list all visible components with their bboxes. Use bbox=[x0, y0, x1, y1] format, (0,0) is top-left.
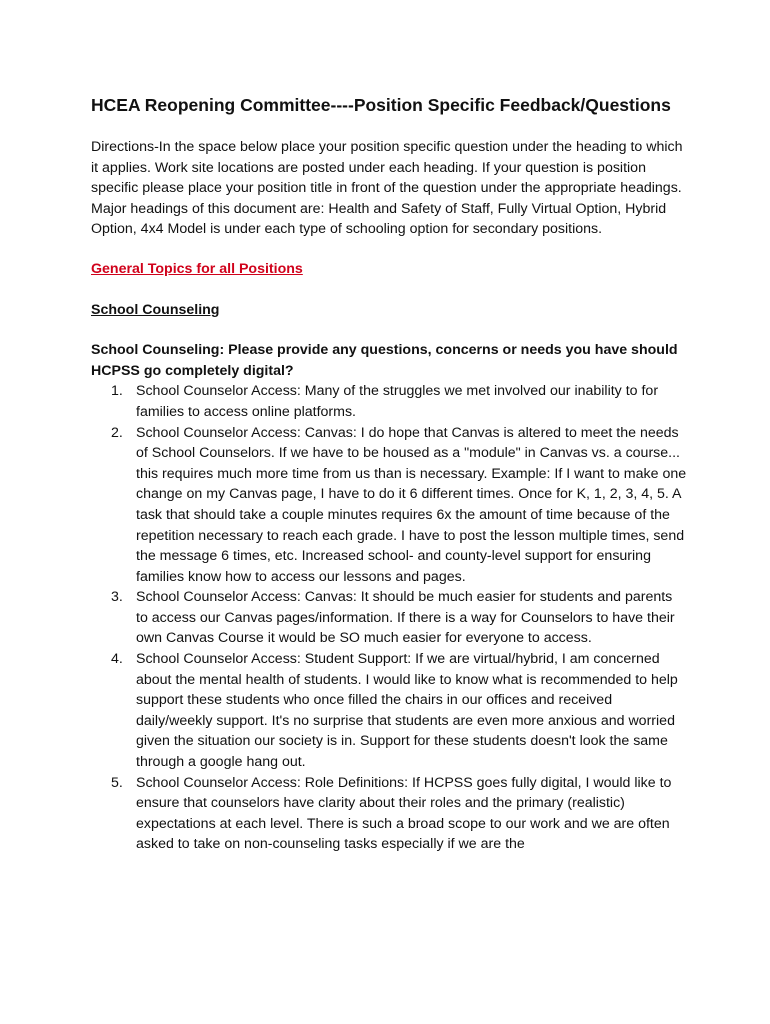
list-item-number: 3. bbox=[111, 589, 123, 606]
list-item-number: 1. bbox=[111, 383, 123, 400]
list-item-text: School Counselor Access: Student Support: If we are virtual/hybrid, I am concerned about the mental health of students. I would like to know what is recommended to help support these students who once filled the chairs in our offices and received daily/weekly support. It's no surprise that students are even more anxious and worried given the situation our society is in. Support for these students doesn't look the same through a google hang out. bbox=[136, 651, 678, 771]
list-item bbox=[91, 381, 687, 422]
list-item bbox=[91, 649, 687, 773]
list-item-number: 5. bbox=[111, 774, 123, 791]
list-item-text: School Counselor Access: Role Definitions: If HCPSS goes fully digital, I would like to ensure that counselors have clarity about their roles and the primary (realistic) expectations at each level. There is such a broad scope to our work and we are often asked to take on non-counseling tasks especially if we are the bbox=[136, 774, 672, 853]
directions-paragraph: Directions-In the space below place your position specific question under the heading to which it applies. Work site locations are posted under each heading. If your question is position specific please place your position title in front of the question under the appropriate headings. Major headings of this document are: Health and Safety of Staff, Fully Virtual Option, Hybrid Option, 4x4 Model is under each type of schooling option for secondary positions. bbox=[91, 139, 683, 238]
school-counseling-question: School Counseling: Please provide any questions, concerns or needs you have should HCPSS go completely digital? bbox=[91, 342, 678, 379]
document-page bbox=[91, 93, 687, 855]
list-item-number: 2. bbox=[111, 424, 123, 441]
counseling-feedback-list bbox=[91, 381, 687, 855]
list-item bbox=[91, 773, 687, 855]
list-item-text: School Counselor Access: Canvas: It should be much easier for students and parents to access our Canvas pages/information. If there is a way for Counselors to have their own Canvas Course it would be SO much easier for everyone to access. bbox=[136, 589, 675, 647]
list-item bbox=[91, 587, 687, 649]
document-title: HCEA Reopening Committee----Position Specific Feedback/Questions bbox=[91, 95, 671, 115]
list-item-text: School Counselor Access: Canvas: I do hope that Canvas is altered to meet the needs of School Counselors. If we have to be housed as a "module" in Canvas vs. a course... this requires much more time from us than is necessary. Example: If I want to make one change on my Canvas page, I have to do it 6 different times. Once for K, 1, 2, 3, 4, 5. A task that should take a couple minutes requires 6x the amount of time because of the repetition necessary to reach each grade. I have to post the lesson multiple times, send the message 6 times, etc. Increased school- and county-level support for ensuring families know how to access our lessons and pages. bbox=[136, 424, 687, 585]
general-topics-heading: General Topics for all Positions bbox=[91, 260, 303, 277]
list-item bbox=[91, 423, 687, 588]
list-item-text: School Counselor Access: Many of the struggles we met involved our inability to for families to access online platforms. bbox=[136, 383, 659, 420]
school-counseling-heading: School Counseling bbox=[91, 301, 220, 318]
list-item-number: 4. bbox=[111, 651, 123, 668]
